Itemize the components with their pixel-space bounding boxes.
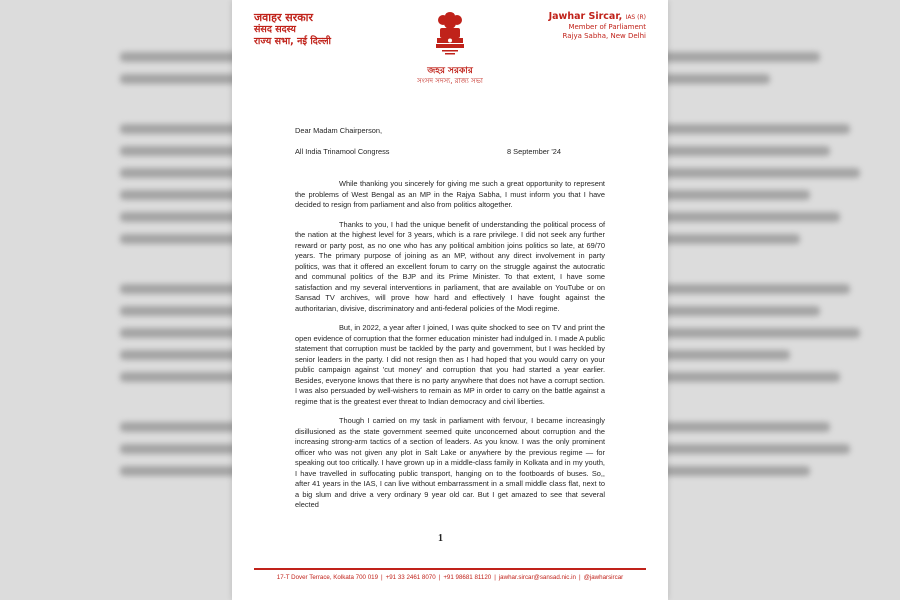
hindi-name: जवाहर सरकार xyxy=(254,11,314,24)
letterhead-bengali-block xyxy=(232,66,668,86)
footer-email[interactable]: jawhar.sircar@sansad.nic.in xyxy=(498,574,576,581)
salutation: Dear Madam Chairperson, xyxy=(295,126,383,135)
recipient: All India Trinamool Congress xyxy=(295,146,390,156)
footer-phone-2: +91 98681 81120 xyxy=(443,574,492,581)
sender-title: Member of Parliament xyxy=(568,22,646,31)
sender-name: Jawhar Sircar xyxy=(548,11,619,22)
footer-divider xyxy=(254,568,646,570)
sender-house: Rajya Sabha, New Delhi xyxy=(562,32,646,40)
hindi-house: राज्य सभा, नई दिल्ली xyxy=(254,36,332,47)
letterhead-footer: 17-T Dover Terrace, Kolkata 700 019 | +91 33 2461 8070 | +91 98681 81120 | jawhar.sircar@sansad.nic.in | @jawharsircar xyxy=(276,574,624,581)
footer-phone-1: +91 33 2461 8070 xyxy=(385,574,436,581)
bengali-title: সংসদ সদস্য, রাজ্য সভা xyxy=(417,77,483,85)
paragraph-4: Though I carried on my task in parliament with fervour, I became increasingly disillusioned as the state government seemed quite unconcerned about corruption and the increasing strong-arm tactics of a section of leaders. As you know. I was the only prominent officer who was not given any plot in Salt Lake or anywhere by the previous regime — for speaking out too critically. I have grown up in a middle-class family in Kolkata and in my youth, I have travelled in suffocating public transport, hanging on to the footboards of buses. So,, after 41 years in the IAS, I can live without embarrassment in a small middle class flat, next to a big slum and drive a very ordinary 9 year old car. But I get amazed to see that several elected xyxy=(295,416,605,509)
footer-address: 17-T Dover Terrace, Kolkata 700 019 xyxy=(276,574,379,581)
page-number: 1 xyxy=(438,533,443,544)
state-emblem-icon xyxy=(432,10,468,62)
hindi-title: संसद सदस्य xyxy=(254,24,296,35)
letterhead-hindi-block xyxy=(254,12,331,48)
paragraph-3: But, in 2022, a year after I joined, I was quite shocked to see on TV and print the open evidence of corruption that the former education minister had indulged in. I made A public statement that corruption must be tackled by the party and government, but I was heckled by senior leaders in the party. I did not resign then as I had hoped that you would carry on your public campaign against 'cut money' and corruption that you had started a year earlier. Besides, everyone knows that there is no party anywhere that does not have a corrupt section. I was also persuaded by well-wishers to remain as MP in order to carry on the battle against a regime that is the greatest ever threat to Indian democracy and civil liberties. xyxy=(295,323,605,406)
letterhead-english-block: Jawhar Sircar, IAS (R) Member of Parliament Rajya Sabha, New Delhi xyxy=(548,11,646,40)
recipient-row xyxy=(295,147,605,158)
sender-suffix: IAS (R) xyxy=(625,14,646,21)
letter-date: 8 September '24 xyxy=(506,146,561,156)
paragraph-1: While thanking you sincerely for giving me such a great opportunity to represent the problems of West Bengal as an MP in the Rajya Sabha, I must inform you that I have decided to resign from parliament and also from politics altogether. xyxy=(295,179,605,209)
paragraph-2: Thanks to you, I had the unique benefit of understanding the political process of the nation at the highest level for 3 years, which is a rare privilege. I did not seek any further reward or party post, as no one who has any political ambition joins politics so late, at 69/70 years. The primary purpose of joining as an MP, without any direct involvement in party politics, was that it offered an excellent forum to carry on the struggle against the autocratic and communal politics of the BJP and its Prime Minister. To that extent, I have some satisfaction and my several interventions in parliament, that are available on YouTube or on Sansad TV archives, will prove how hard and effectively I have fought against the authoritarian, divisive, discriminatory and anti-federal policies of the Modi regime. xyxy=(295,219,605,313)
bengali-name: জহর সরকার xyxy=(427,66,473,76)
backdrop-right-column xyxy=(650,40,880,488)
letter-body xyxy=(295,126,605,520)
letter-page xyxy=(232,0,668,600)
footer-social-handle[interactable]: @jawharsircar xyxy=(583,574,624,581)
